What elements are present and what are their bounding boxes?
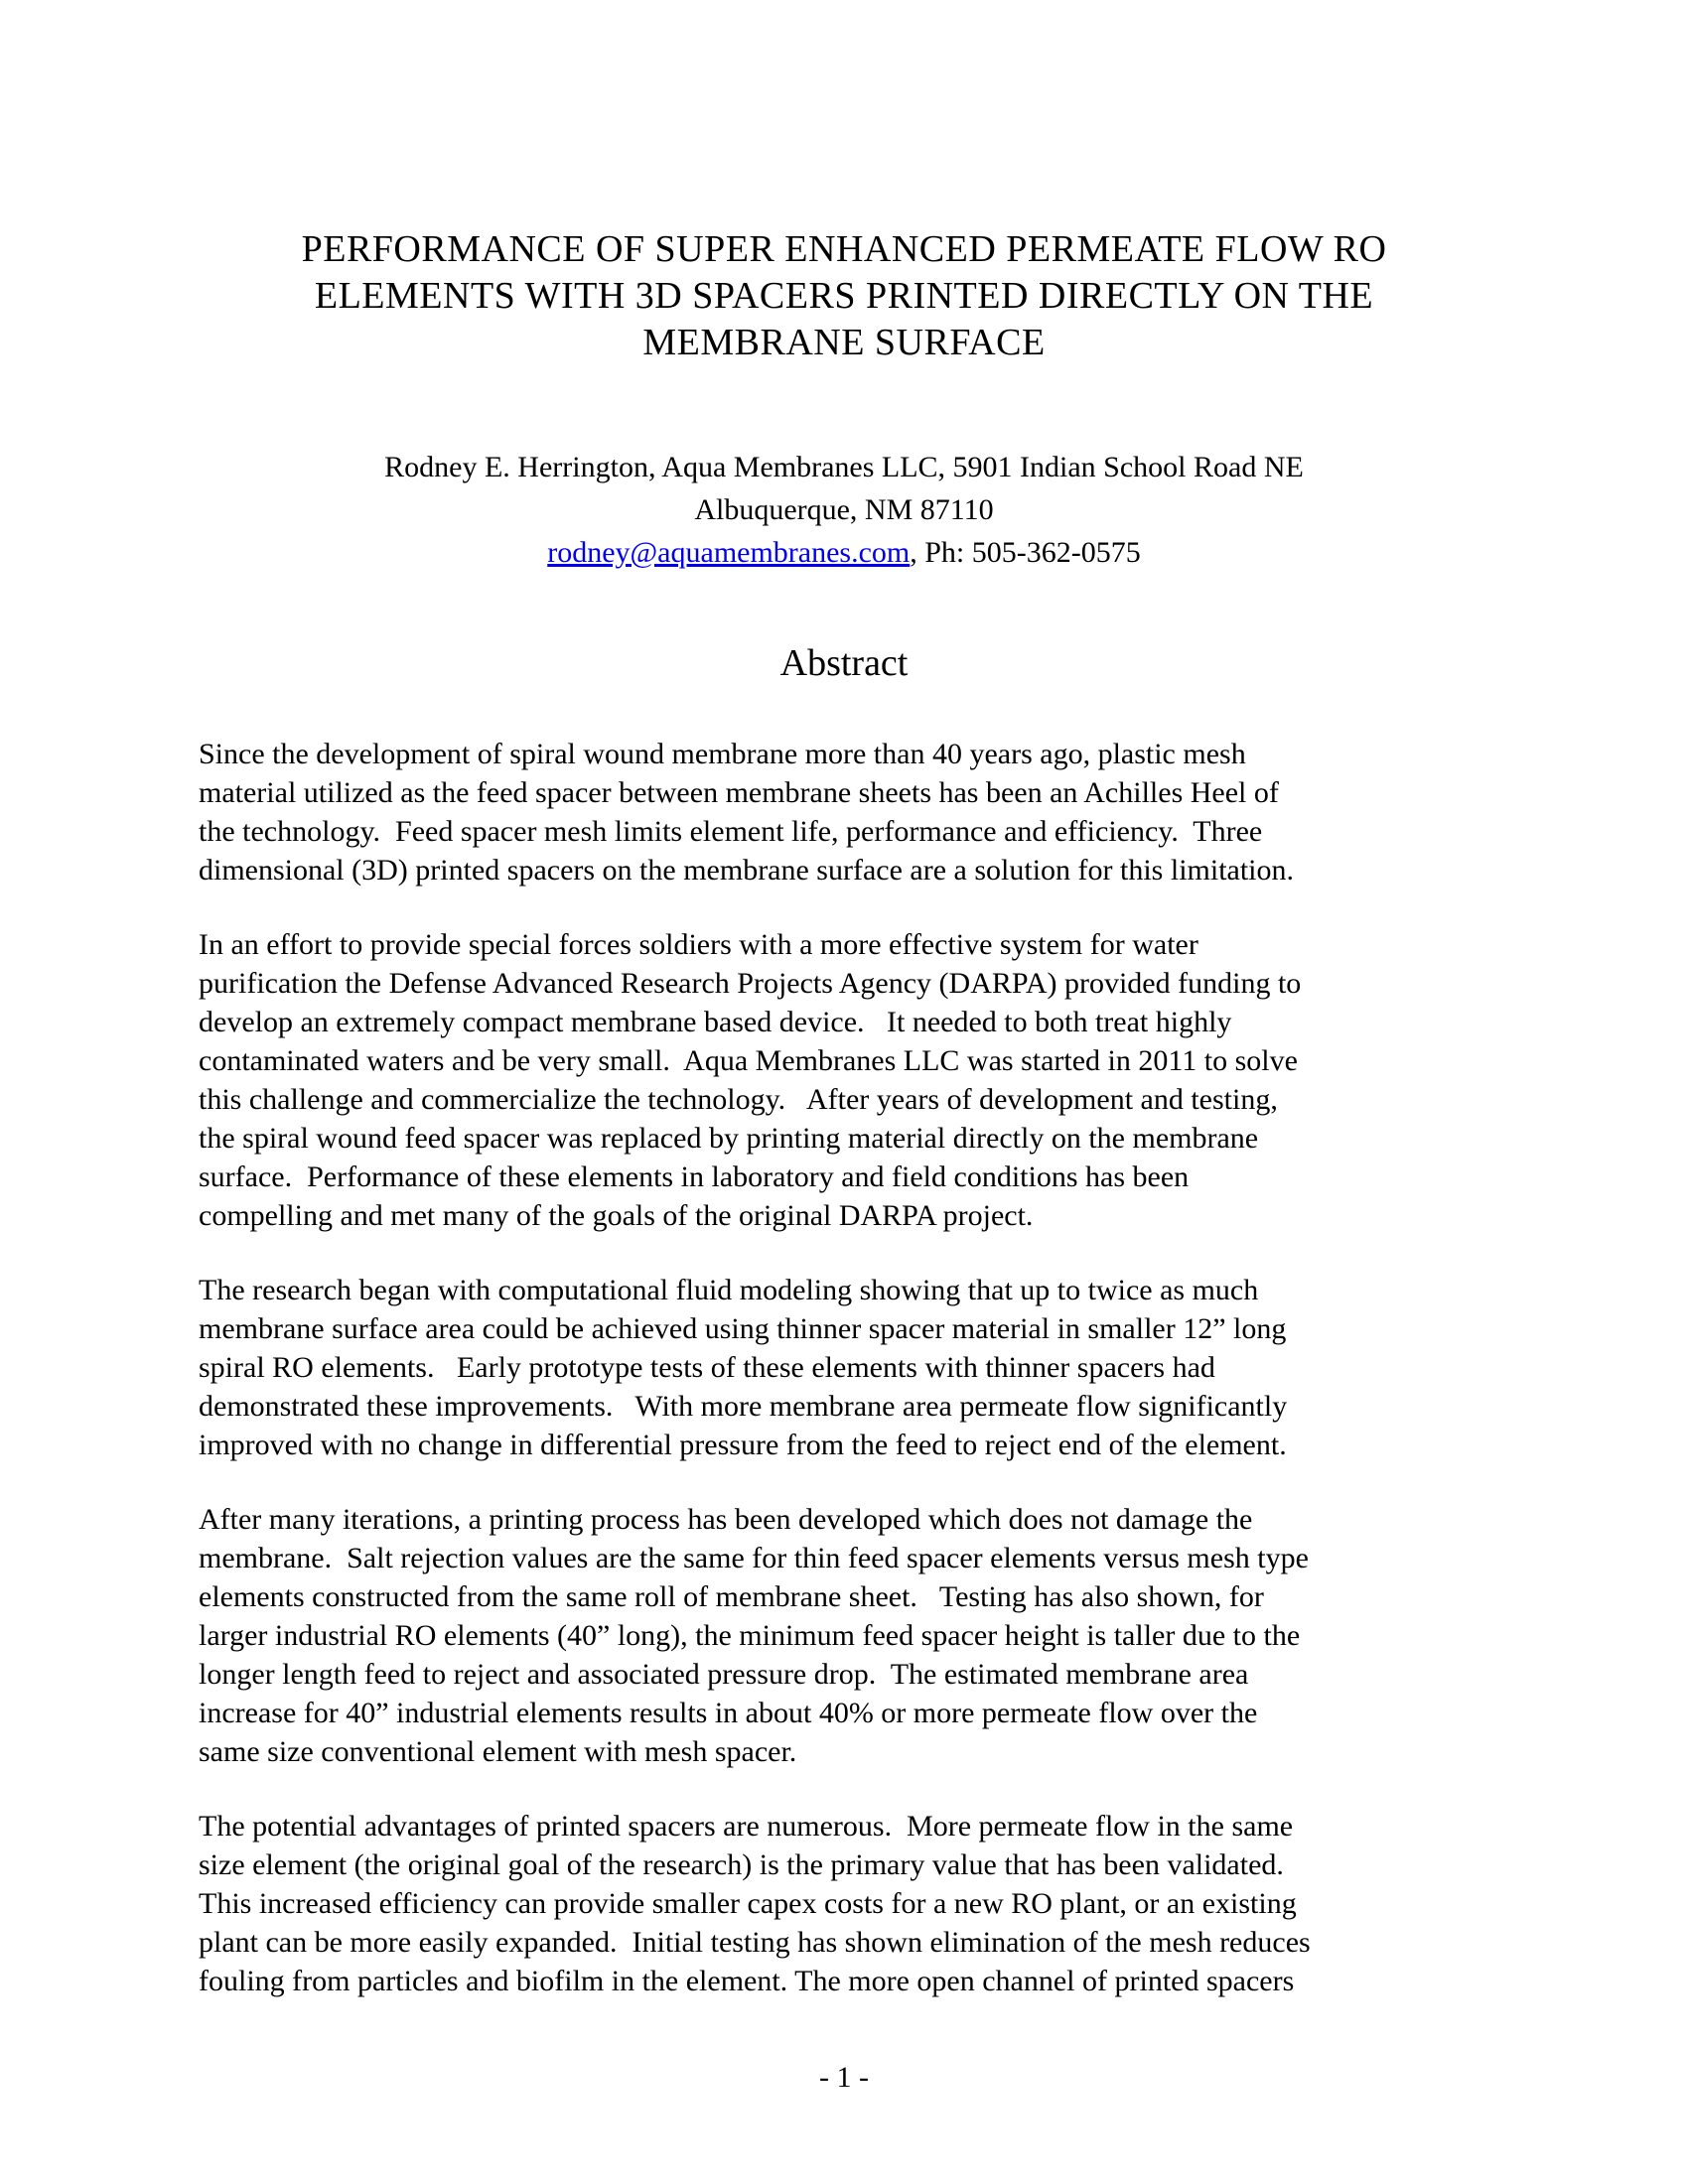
paragraph-line: After many iterations, a printing process has been developed which does not damage the [199,1503,1253,1536]
title-line: ELEMENTS WITH 3D SPACERS PRINTED DIRECTLY ON THE [314,275,1374,317]
author-city-line: Albuquerque, NM 87110 [694,493,994,526]
paragraph-line: In an effort to provide special forces soldiers with a more effective system for water [199,928,1198,961]
paragraph [199,1271,1489,1464]
paragraph-line: compelling and met many of the goals of the original DARPA project. [199,1199,1034,1232]
paragraph-line: membrane. Salt rejection values are the same for thin feed spacer elements versus mesh type [199,1542,1309,1574]
paragraph-line: this challenge and commercialize the technology. After years of development and testing, [199,1083,1278,1116]
paragraph-line: improved with no change in differential pressure from the feed to reject end of the element. [199,1429,1287,1461]
paragraph [199,1500,1489,1771]
paragraph-line: The research began with computational fluid modeling showing that up to twice as much [199,1274,1259,1306]
paragraph-line: demonstrated these improvements. With more membrane area permeate flow significantly [199,1390,1288,1423]
paragraph-line: membrane surface area could be achieved using thinner spacer material in smaller 12” long [199,1312,1287,1345]
paragraph-line: purification the Defense Advanced Research Projects Agency (DARPA) provided funding to [199,967,1302,1000]
paragraph-line: This increased efficiency can provide smaller capex costs for a new RO plant, or an existing [199,1887,1297,1920]
paragraph-line: longer length feed to reject and associated pressure drop. The estimated membrane area [199,1658,1249,1691]
abstract-heading: Abstract [779,642,909,684]
title-line: PERFORMANCE OF SUPER ENHANCED PERMEATE FLOW RO [301,228,1387,270]
paragraph-line: elements constructed from the same roll of membrane sheet. Testing has also shown, for [199,1580,1264,1613]
phone-text: , Ph: 505-362-0575 [910,536,1141,569]
document-title [199,226,1489,366]
page-number-footer: - 1 - [819,2061,869,2094]
paragraph-line: contaminated waters and be very small. Aqua Membranes LLC was started in 2011 to solve [199,1044,1298,1077]
paragraph [199,735,1489,889]
paragraph-line: larger industrial RO elements (40” long), the minimum feed spacer height is taller due to the [199,1619,1301,1652]
paragraph-line: The potential advantages of printed spacers are numerous. More permeate flow in the same [199,1810,1294,1843]
paragraph-line: material utilized as the feed spacer between membrane sheets has been an Achilles Heel of [199,776,1279,809]
paragraph [199,1807,1489,2000]
paragraph [199,925,1489,1235]
paragraph-line: Since the development of spiral wound membrane more than 40 years ago, plastic mesh [199,738,1246,770]
author-contact-line [199,531,1489,574]
paragraph-line: increase for 40” industrial elements results in about 40% or more permeate flow over the [199,1697,1258,1729]
paragraph-line: same size conventional element with mesh spacer. [199,1735,797,1768]
paragraph-line: surface. Performance of these elements in laboratory and field conditions has been [199,1160,1190,1193]
paragraph-line: dimensional (3D) printed spacers on the membrane surface are a solution for this limitation. [199,854,1295,887]
paragraph-line: the spiral wound feed spacer was replaced by printing material directly on the membrane [199,1122,1259,1155]
title-line: MEMBRANE SURFACE [642,322,1046,363]
paragraph-line: develop an extremely compact membrane based device. It needed to both treat highly [199,1006,1232,1038]
email-link[interactable]: rodney@aquamembranes.com [547,536,911,569]
paragraph-line: plant can be more easily expanded. Initial testing has shown elimination of the mesh reduces [199,1926,1311,1959]
paragraph-line: the technology. Feed spacer mesh limits element life, performance and efficiency. Three [199,815,1263,848]
abstract-paragraphs [199,735,1489,2000]
author-affiliation-line: Rodney E. Herrington, Aqua Membranes LLC, 5901 Indian School Road NE [384,451,1304,483]
paragraph-line: spiral RO elements. Early prototype tests of these elements with thinner spacers had [199,1351,1215,1384]
author-block [199,446,1489,574]
paragraph-line: fouling from particles and biofilm in the element. The more open channel of printed spacers [199,1965,1295,1997]
paragraph-line: size element (the original goal of the research) is the primary value that has been validated. [199,1848,1284,1881]
